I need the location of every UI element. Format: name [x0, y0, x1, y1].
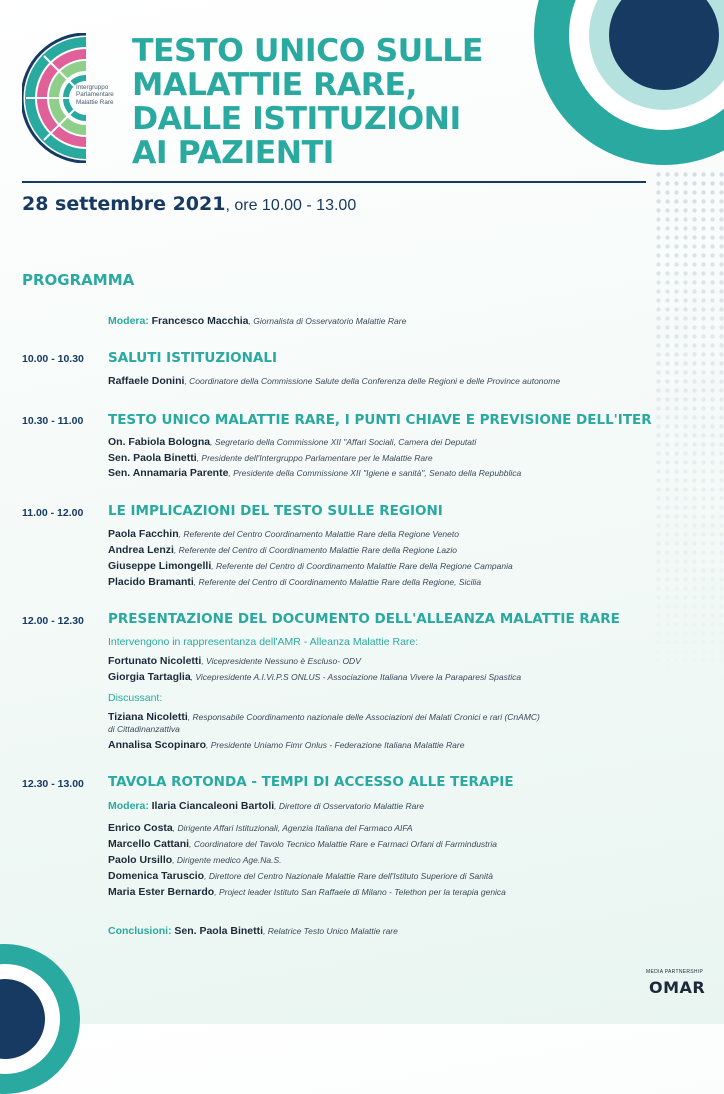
speaker-line: Enrico Costa, Dirigente Affari Istituzionali, Agenzia Italiana del Farmaco AIFA [108, 822, 413, 834]
speaker-line: Annalisa Scopinaro, Presidente Uniamo Fimr Onlus - Federazione Italiana Malattie Rare [108, 739, 465, 751]
logo-line: Intergruppo [76, 84, 109, 91]
speaker-line: On. Fabiola Bologna, Segretario della Commissione XII "Affari Sociali, Camera dei Deputati [108, 436, 477, 448]
moderator-line: Modera: Ilaria Ciancaleoni Bartoli, Direttore di Osservatorio Malattie Rare [108, 800, 424, 812]
section-title: SALUTI ISTITUZIONALI [108, 350, 277, 366]
section-time: 10.30 - 11.00 [22, 415, 84, 427]
intro-note: Intervengono in rappresentanza dell'AMR - Alleanza Malattie Rare: [108, 636, 419, 648]
speaker-line: Paola Facchin, Referente del Centro Coordinamento Malattie Rare della Regione Veneto [108, 528, 459, 540]
title-line: DALLE ISTITUZIONI [132, 101, 461, 137]
section-title: TAVOLA ROTONDA - TEMPI DI ACCESSO ALLE TERAPIE [108, 774, 514, 790]
speaker-line: Andrea Lenzi, Referente del Centro di Coordinamento Malattie Rare della Regione Lazio [108, 544, 457, 556]
logo-line: Malattie Rare [76, 98, 114, 106]
date-time: , ore 10.00 - 13.00 [225, 197, 357, 214]
speaker-line: Placido Bramanti, Referente del Centro di Coordinamento Malattie Rare della Regione, Sicilia [108, 576, 482, 588]
section-time: 10.00 - 10.30 [22, 353, 84, 365]
date-main: 28 settembre 2021 [22, 193, 226, 215]
title-line: AI PAZIENTI [132, 135, 334, 171]
logo-line: Parlamentare [76, 91, 114, 99]
speaker-line: Giuseppe Limongelli, Referente del Centro di Coordinamento Malattie Rare della Regione Campania [108, 560, 513, 572]
media-partnership-label: MEDIA PARTNERSHIP [646, 969, 704, 975]
section-title: PRESENTAZIONE DEL DOCUMENTO DELL'ALLEANZA MALATTIE RARE [108, 611, 620, 627]
section-title: TESTO UNICO MALATTIE RARE, I PUNTI CHIAVE E PREVISIONE DELL'ITER [108, 412, 652, 428]
decorative-ring-bottom-left [0, 944, 80, 1094]
section-time: 12.30 - 13.00 [22, 778, 84, 790]
speaker-line: Domenica Taruscio, Direttore del Centro Nazionale Malattie Rare dell'Istituto Superiore di Sanità [108, 870, 493, 882]
omar-logo: OMAR [649, 978, 706, 997]
speaker-line: Raffaele Donini, Coordinatore della Commissione Salute della Conferenza delle Regioni e delle Province autonome [108, 375, 561, 387]
speaker-line: Paolo Ursillo, Dirigente medico Age.Na.S. [108, 854, 282, 866]
title-line: MALATTIE RARE, [132, 67, 418, 103]
logo-text [76, 84, 114, 106]
divider [22, 181, 646, 183]
speaker-line: Giorgia Tartaglia, Vicepresidente A.I.Vi.P.S ONLUS - Associazione Italiana Vivere la Paraparesi Spastica [108, 671, 522, 683]
role-continuation: di Cittadinanzattiva [108, 724, 180, 734]
speaker-line: Sen. Annamaria Parente, Presidente della Commissione XII "Igiene e sanità", Senato della Repubblica [108, 467, 522, 479]
speaker-line: Sen. Paola Binetti, Presidente dell'Intergruppo Parlamentare per le Malattie Rare [108, 452, 433, 464]
section-time: 12.00 - 12.30 [22, 615, 84, 627]
discussant-label: Discussant: [108, 692, 163, 704]
speaker-line: Marcello Cattani, Coordinatore del Tavolo Tecnico Malattie Rare e Farmaci Orfani di Farmindustria [108, 838, 497, 850]
event-date [22, 193, 356, 216]
speaker-line: Maria Ester Bernardo, Project leader Istituto San Raffaele di Milano - Telethon per la terapia genica [108, 886, 506, 898]
title-line: TESTO UNICO SULLE [132, 33, 483, 69]
programma-heading: PROGRAMMA [22, 271, 135, 289]
page-title [132, 34, 572, 170]
dot-pattern-decoration [654, 170, 724, 690]
section-title: LE IMPLICAZIONI DEL TESTO SULLE REGIONI [108, 503, 443, 519]
speaker-line: Tiziana Nicoletti, Responsabile Coordinamento nazionale delle Associazioni dei Malati Cronici e rari (CnAMC) [108, 711, 540, 723]
moderator-line: Modera: Francesco Macchia, Giornalista di Osservatorio Malattie Rare [108, 315, 407, 327]
section-time: 11.00 - 12.00 [22, 507, 84, 519]
conclusions-line: Conclusioni: Sen. Paola Binetti, Relatrice Testo Unico Malattie rare [108, 925, 398, 937]
speaker-line: Fortunato Nicoletti, Vicepresidente Nessuno è Escluso- ODV [108, 655, 361, 667]
